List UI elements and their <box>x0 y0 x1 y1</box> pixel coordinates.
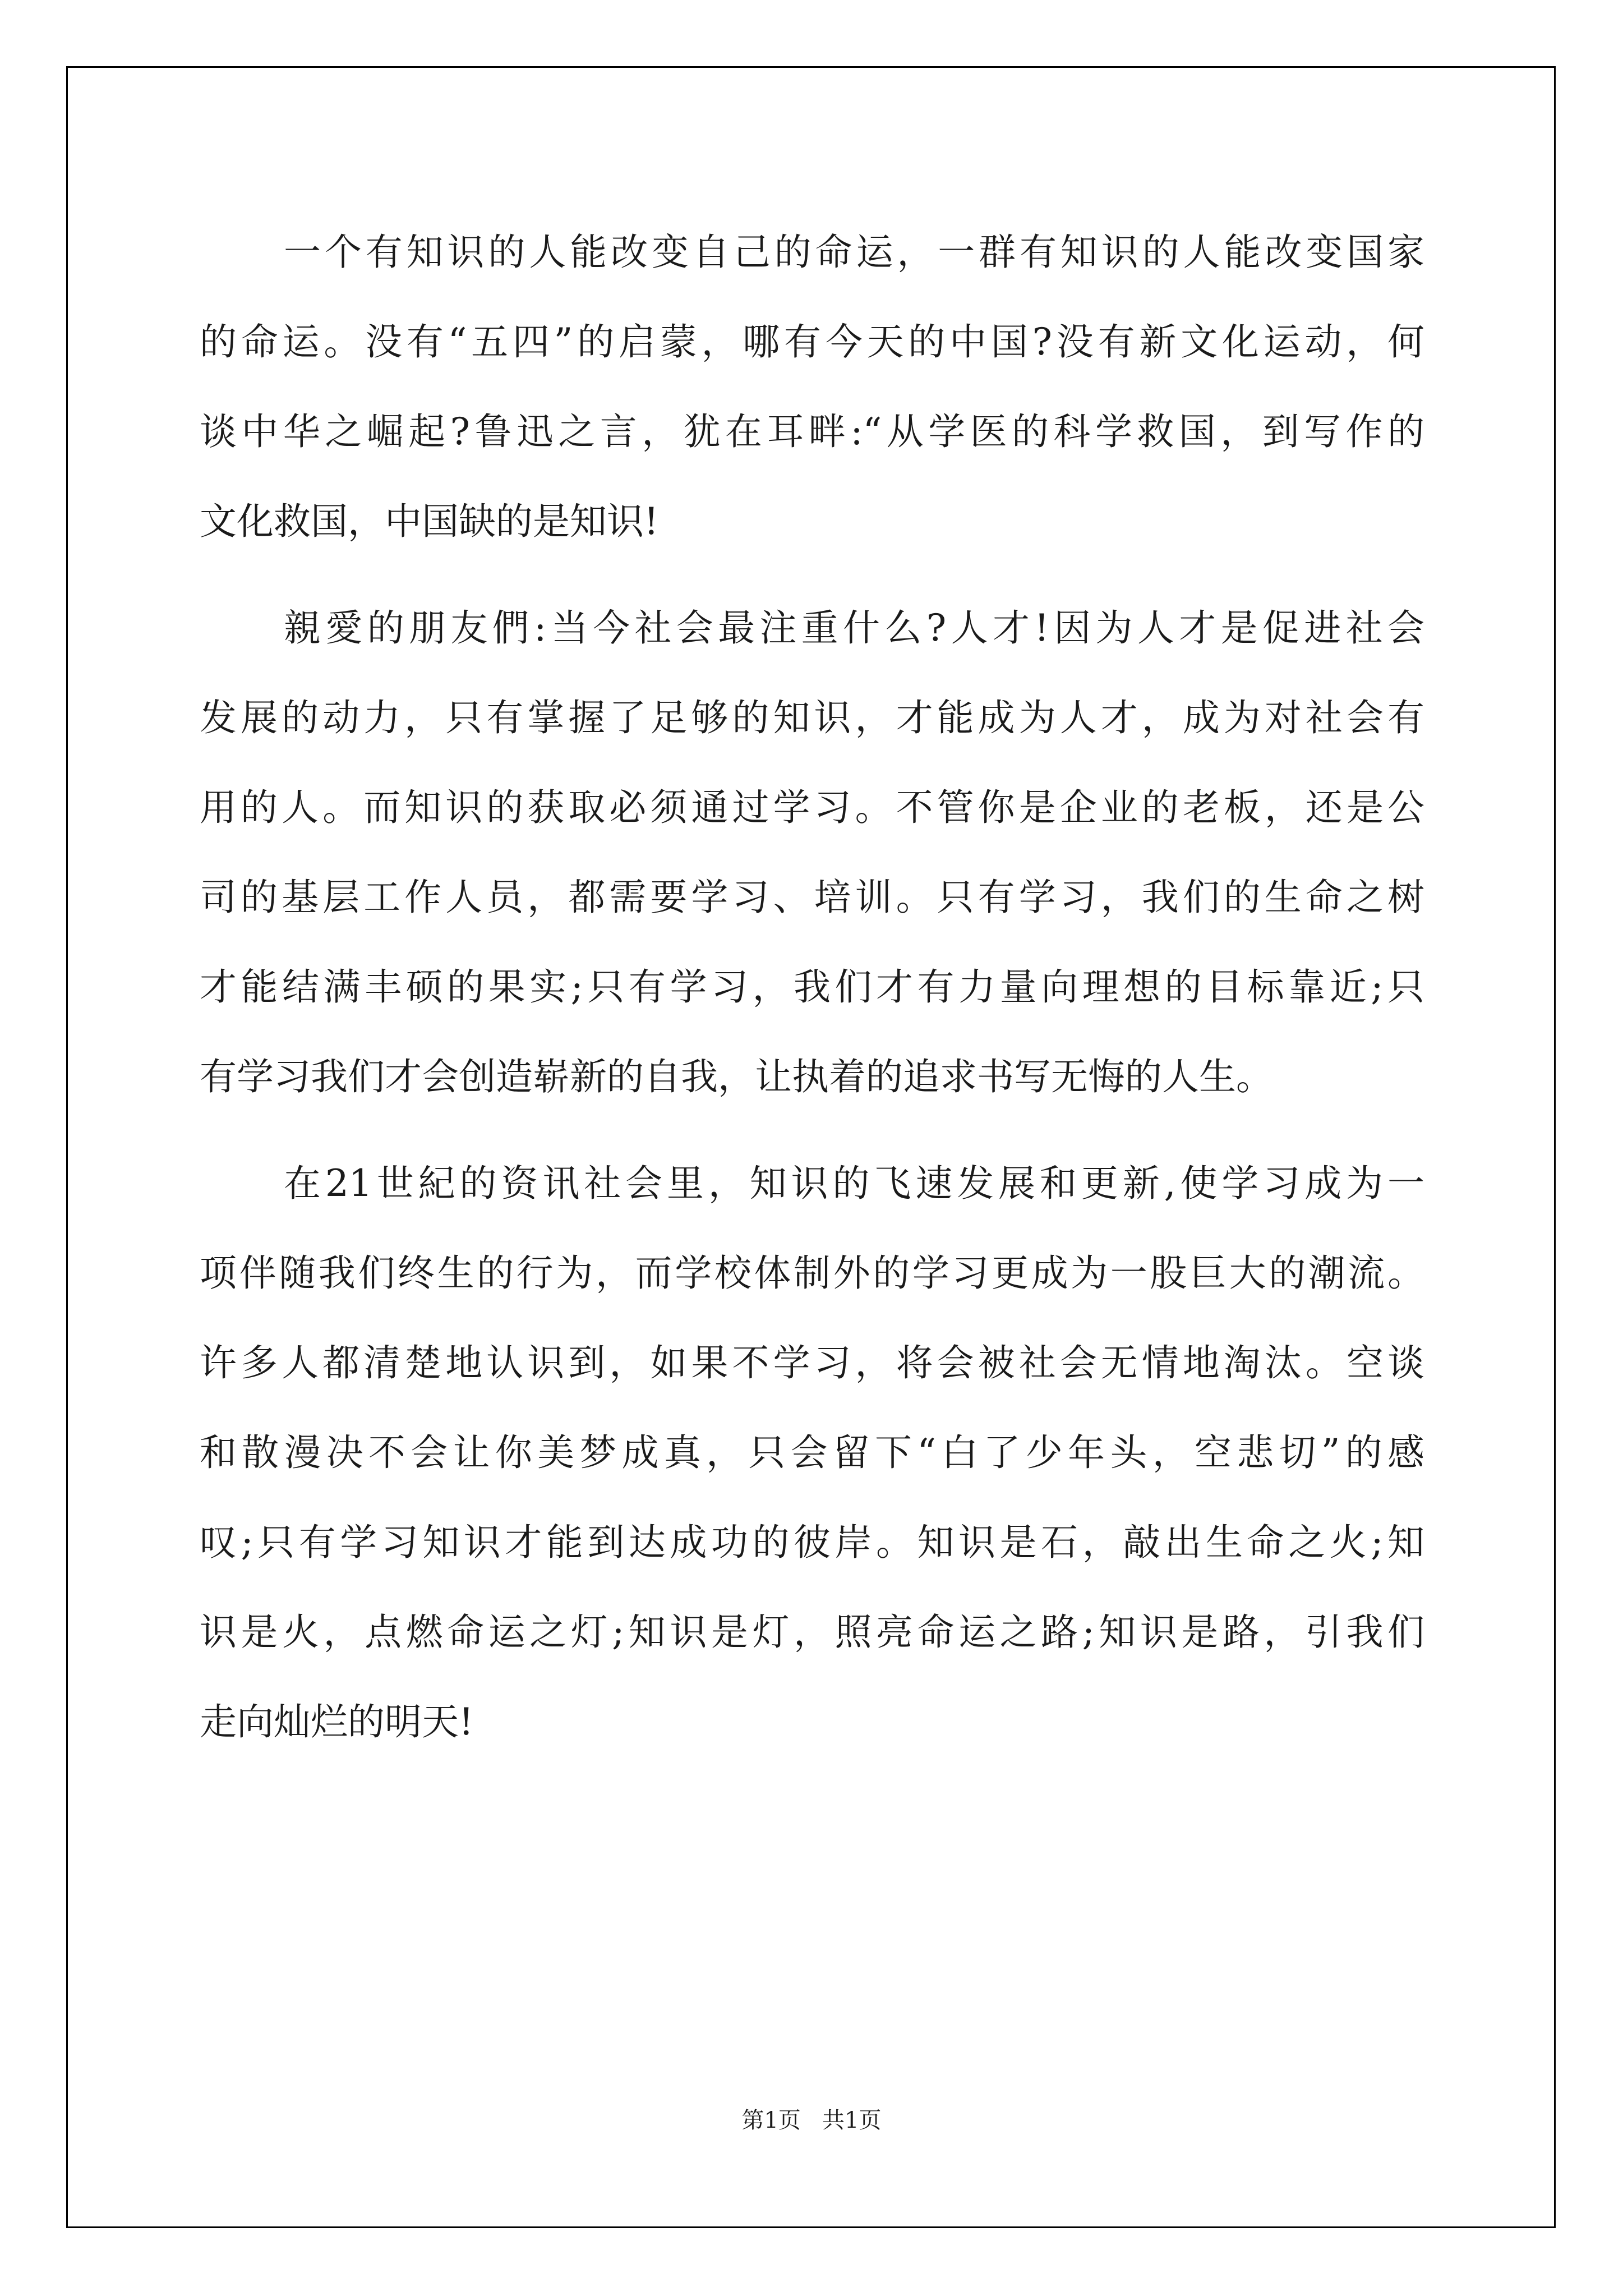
paragraph-2-line-6: 有学习我们才会创造崭新的自我，让执着的追求书写无悔的人生。 <box>200 1055 1273 1098</box>
paragraph-1-line-3: 谈中华之崛起?鲁迅之言，犹在耳畔:“从学医的科学救国，到写作的 <box>200 410 1424 453</box>
paragraph-1-line-1: 一个有知识的人能改变自己的命运，一群有知识的人能改变国家 <box>284 231 1424 274</box>
paragraph-3-line-1: 在21世紀的资讯社会里，知识的飞速发展和更新,使学习成为一 <box>284 1162 1424 1205</box>
paragraph-1-line-2: 的命运。没有“五四”的启蒙，哪有今天的中国?没有新文化运动，何 <box>200 320 1424 364</box>
paragraph-3-line-2: 项伴随我们终生的行为，而学校体制外的学习更成为一股巨大的潮流。 <box>200 1251 1424 1295</box>
paragraph-2-line-4: 司的基层工作人员，都需要学习、培训。只有学习，我们的生命之树 <box>200 876 1424 919</box>
paragraph-3-line-5: 叹;只有学习知识才能到达成功的彼岸。知识是石，敲出生命之火;知 <box>200 1521 1424 1564</box>
paragraph-3-line-3: 许多人都清楚地认识到，如果不学习，将会被社会无情地淘汰。空谈 <box>200 1341 1424 1384</box>
paragraph-2-line-3: 用的人。而知识的获取必须通过学习。不管你是企业的老板，还是公 <box>200 786 1424 829</box>
paragraph-2-line-2: 发展的动力，只有掌握了足够的知识，才能成为人才，成为对社会有 <box>200 696 1424 739</box>
paragraph-1-line-4: 文化救国，中国缺的是知识! <box>200 500 659 543</box>
page-number-footer: 第1页 共1页 <box>741 2108 882 2133</box>
paragraph-2-line-5: 才能结满丰硕的果实;只有学习，我们才有力量向理想的目标靠近;只 <box>200 965 1424 1009</box>
paragraph-3-line-7: 走向灿烂的明天! <box>200 1700 474 1743</box>
paragraph-3-line-4: 和散漫决不会让你美梦成真，只会留下“白了少年头，空悲切”的感 <box>200 1431 1424 1474</box>
paragraph-3-line-6: 识是火，点燃命运之灯;知识是灯，照亮命运之路;知识是路，引我们 <box>200 1611 1424 1654</box>
paragraph-2-line-1: 親愛的朋友們:当今社会最注重什么?人才!因为人才是促进社会 <box>284 606 1424 650</box>
